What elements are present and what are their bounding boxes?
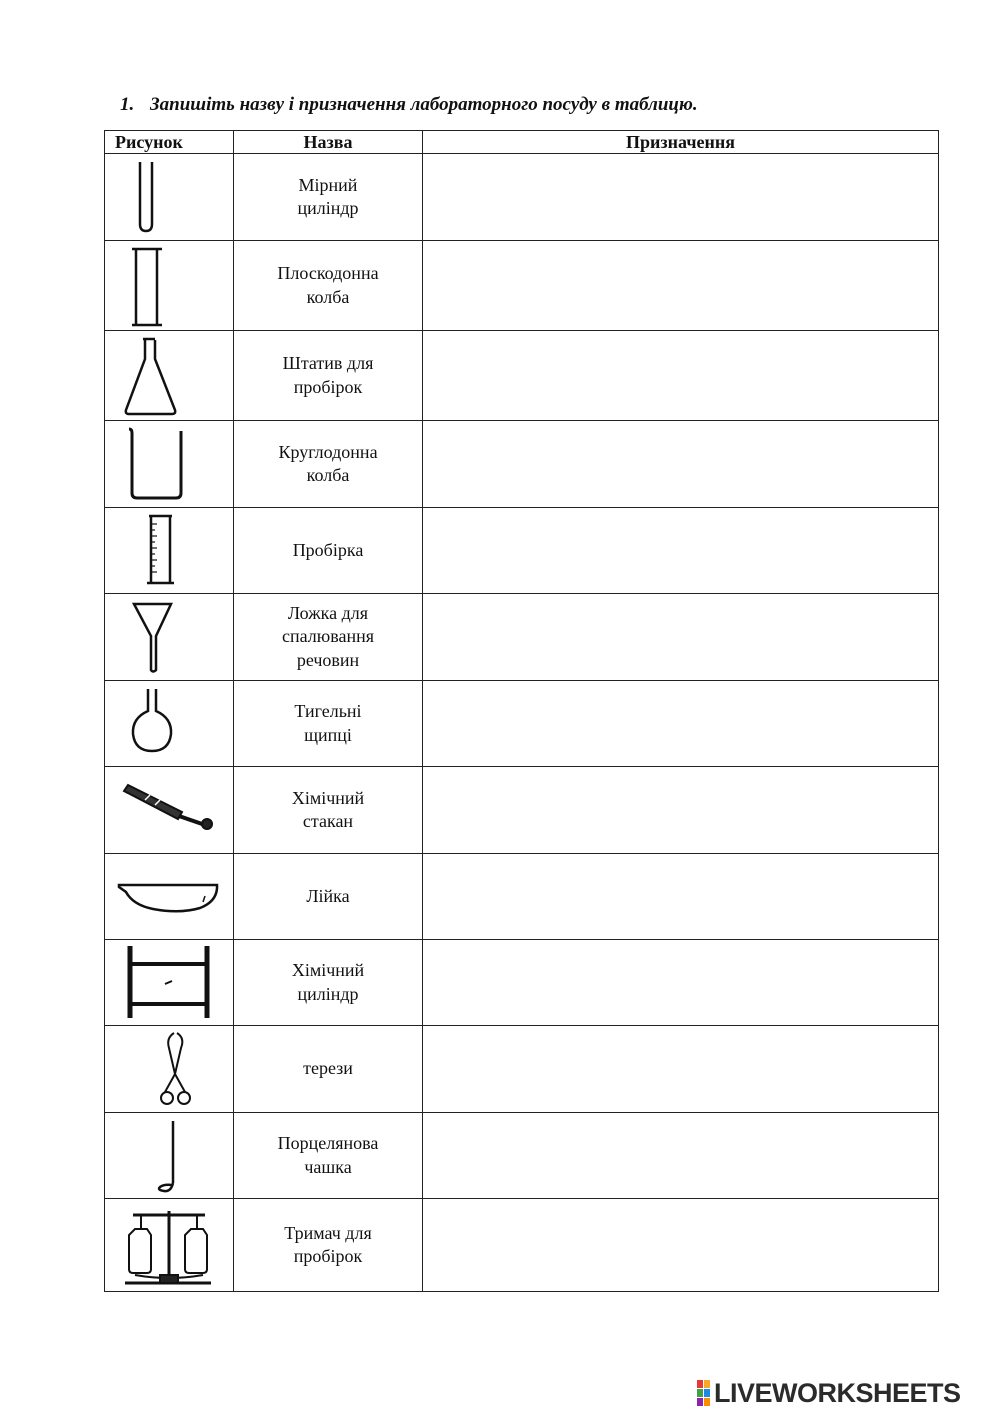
test-tube-icon [105,154,234,241]
table-row [105,940,939,1026]
picture-cell [105,767,234,854]
picture-cell [105,854,234,940]
picture-cell [105,594,234,681]
picture-cell [105,241,234,331]
task-number: 1. [120,94,135,115]
name-cell: Круглодонна колба [234,421,423,508]
table-row [105,767,939,854]
chemical-cylinder-icon [105,241,234,331]
logo-block [697,1380,703,1388]
logo-blocks-icon [697,1380,710,1406]
picture-cell [105,940,234,1026]
name-cell: Лійка [234,854,423,940]
table-row [105,681,939,767]
combustion-spoon-icon [105,1113,234,1199]
round-bottom-flask-icon [105,681,234,767]
header-purpose: Призначення [423,131,939,154]
purpose-cell[interactable] [423,331,939,421]
picture-cell [105,1199,234,1292]
purpose-cell[interactable] [423,421,939,508]
picture-cell [105,1113,234,1199]
picture-cell [105,1026,234,1113]
funnel-icon [105,594,234,681]
conical-flask-icon [105,331,234,421]
name-cell: Порцелянова чашка [234,1113,423,1199]
picture-cell [105,331,234,421]
picture-cell [105,508,234,594]
purpose-cell[interactable] [423,854,939,940]
name-cell: Пробірка [234,508,423,594]
picture-cell [105,681,234,767]
table-row [105,154,939,241]
task-text: Запишіть назву і призначення лабораторного посуду в таблицю. [150,94,698,115]
picture-cell [105,421,234,508]
logo-block [697,1398,703,1406]
header-picture: Рисунок [105,131,234,154]
graduated-cylinder-icon [105,508,234,594]
balance-scales-icon [105,1199,234,1292]
table-header-row [105,131,939,154]
test-tube-rack-icon [105,940,234,1026]
table-row [105,594,939,681]
header-name: Назва [234,131,423,154]
table-row [105,241,939,331]
table-row [105,421,939,508]
logo-block [704,1380,710,1388]
name-cell: Тримач для пробірок [234,1199,423,1292]
purpose-cell[interactable] [423,681,939,767]
purpose-cell[interactable] [423,1199,939,1292]
lab-equipment-table [104,130,939,1292]
logo-block [704,1389,710,1397]
name-cell: Хімічний циліндр [234,940,423,1026]
purpose-cell[interactable] [423,241,939,331]
name-cell: терези [234,1026,423,1113]
logo-block [704,1398,710,1406]
logo-text: LIVEWORKSHEETS [714,1377,961,1408]
name-cell: Тигельні щипці [234,681,423,767]
table-row [105,854,939,940]
table-row [105,1026,939,1113]
name-cell: Хімічний стакан [234,767,423,854]
task-title [120,94,698,116]
name-cell: Ложка для спалювання речовин [234,594,423,681]
table-row [105,1113,939,1199]
crucible-tongs-icon [105,1026,234,1113]
purpose-cell[interactable] [423,940,939,1026]
purpose-cell[interactable] [423,1113,939,1199]
picture-cell [105,154,234,241]
porcelain-dish-icon [105,854,234,940]
table-row [105,508,939,594]
purpose-cell[interactable] [423,767,939,854]
purpose-cell[interactable] [423,508,939,594]
test-tube-holder-icon [105,767,234,854]
purpose-cell[interactable] [423,1026,939,1113]
name-cell: Мірний циліндр [234,154,423,241]
name-cell: Плоскодонна колба [234,241,423,331]
name-cell: Штатив для пробірок [234,331,423,421]
liveworksheets-logo [697,1378,961,1408]
purpose-cell[interactable] [423,154,939,241]
purpose-cell[interactable] [423,594,939,681]
table-row [105,1199,939,1292]
table-row [105,331,939,421]
logo-block [697,1389,703,1397]
beaker-icon [105,421,234,508]
